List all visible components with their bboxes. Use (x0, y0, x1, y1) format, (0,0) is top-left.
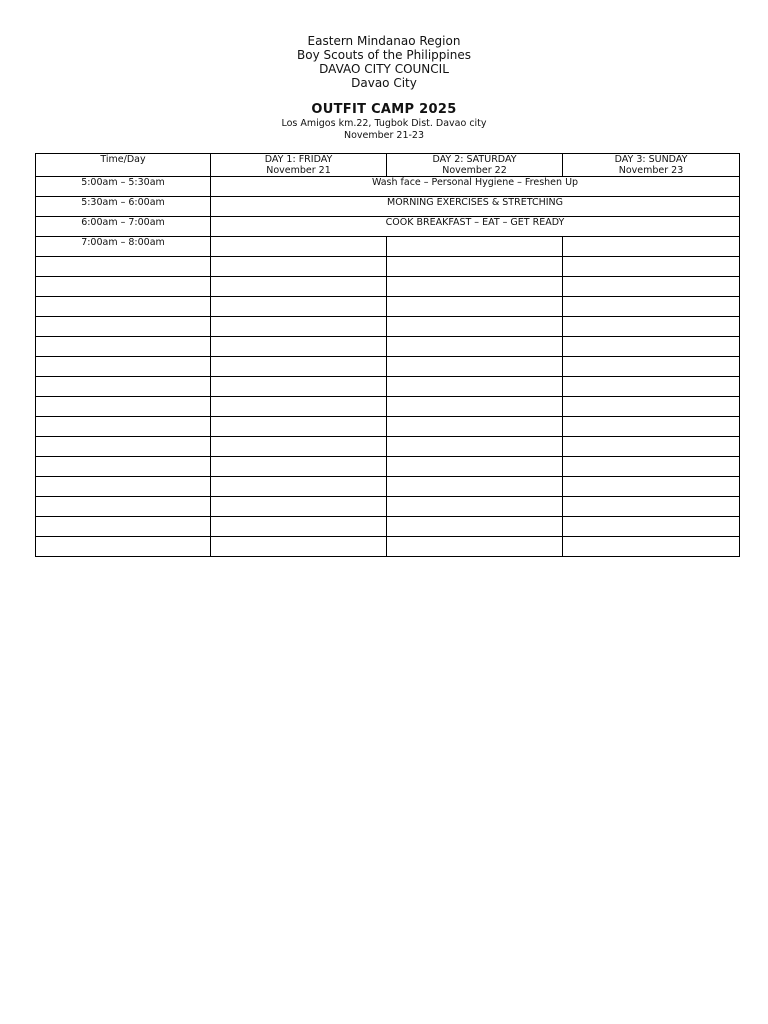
table-row (36, 437, 740, 457)
empty-cell (387, 477, 563, 497)
empty-cell (36, 417, 211, 437)
time-day-header: Time/Day (36, 154, 211, 177)
time-cell: 7:00am – 8:00am (36, 237, 211, 257)
table-row (36, 397, 740, 417)
empty-cell (211, 377, 387, 397)
empty-cell (36, 257, 211, 277)
empty-cell (563, 337, 740, 357)
day3-header (563, 154, 740, 177)
table-row (36, 497, 740, 517)
day1-cell (211, 237, 387, 257)
empty-cell (563, 357, 740, 377)
empty-cell (563, 377, 740, 397)
event-dates: November 21-23 (343, 130, 425, 141)
table-row (36, 517, 740, 537)
table-row (36, 357, 740, 377)
empty-cell (36, 437, 211, 457)
day3-cell (563, 237, 740, 257)
table-row (36, 257, 740, 277)
time-cell: 6:00am – 7:00am (36, 217, 211, 237)
table-row (36, 237, 740, 257)
day2-name: DAY 2: SATURDAY (432, 154, 517, 165)
empty-cell (211, 317, 387, 337)
empty-cell (563, 297, 740, 317)
activity-cell: Wash face – Personal Hygiene – Freshen Up (211, 177, 740, 197)
event-title: OUTFIT CAMP 2025 (311, 102, 457, 117)
empty-cell (36, 517, 211, 537)
empty-cell (36, 397, 211, 417)
empty-cell (211, 297, 387, 317)
empty-cell (211, 257, 387, 277)
empty-cell (387, 417, 563, 437)
empty-cell (36, 377, 211, 397)
table-row (36, 477, 740, 497)
empty-cell (211, 537, 387, 557)
region-line: Eastern Mindanao Region (307, 34, 461, 48)
event-location: Los Amigos km.22, Tugbok Dist. Davao city (281, 118, 487, 129)
empty-cell (563, 317, 740, 337)
empty-cell (211, 437, 387, 457)
empty-cell (563, 457, 740, 477)
empty-cell (563, 417, 740, 437)
empty-cell (36, 497, 211, 517)
empty-cell (36, 457, 211, 477)
empty-cell (563, 517, 740, 537)
day2-date: November 22 (442, 165, 507, 176)
table-row (36, 277, 740, 297)
day2-cell (387, 237, 563, 257)
empty-cell (36, 477, 211, 497)
table-row (36, 177, 740, 197)
city-line: Davao City (351, 76, 417, 90)
organization-line: Boy Scouts of the Philippines (297, 48, 471, 62)
empty-cell (211, 277, 387, 297)
day3-date: November 23 (618, 165, 684, 176)
empty-cell (563, 477, 740, 497)
activity-cell: COOK BREAKFAST – EAT – GET READY (211, 217, 740, 237)
empty-cell (387, 437, 563, 457)
empty-cell (387, 397, 563, 417)
time-cell: 5:00am – 5:30am (36, 177, 211, 197)
table-row (36, 317, 740, 337)
empty-cell (563, 257, 740, 277)
empty-cell (211, 337, 387, 357)
empty-cell (387, 537, 563, 557)
table-row (36, 297, 740, 317)
empty-cell (36, 357, 211, 377)
empty-cell (387, 297, 563, 317)
empty-cell (387, 357, 563, 377)
empty-cell (387, 337, 563, 357)
empty-cell (36, 537, 211, 557)
table-row (36, 217, 740, 237)
empty-cell (563, 397, 740, 417)
empty-cell (211, 397, 387, 417)
empty-cell (563, 537, 740, 557)
empty-cell (36, 317, 211, 337)
empty-cell (563, 277, 740, 297)
empty-cell (387, 497, 563, 517)
empty-cell (36, 297, 211, 317)
table-row (36, 197, 740, 217)
empty-cell (387, 277, 563, 297)
empty-cell (387, 517, 563, 537)
empty-cell (387, 317, 563, 337)
day1-name: DAY 1: FRIDAY (264, 154, 333, 165)
empty-cell (211, 417, 387, 437)
empty-cell (563, 437, 740, 457)
empty-cell (36, 337, 211, 357)
day1-header (211, 154, 387, 177)
empty-cell (387, 457, 563, 477)
empty-cell (563, 497, 740, 517)
table-header-row (36, 154, 740, 177)
activity-cell: MORNING EXERCISES & STRETCHING (211, 197, 740, 217)
empty-cell (387, 377, 563, 397)
time-cell: 5:30am – 6:00am (36, 197, 211, 217)
empty-cell (36, 277, 211, 297)
empty-cell (211, 457, 387, 477)
table-row (36, 377, 740, 397)
empty-cell (211, 497, 387, 517)
table-row (36, 417, 740, 437)
day1-date: November 21 (266, 165, 331, 176)
schedule-table (35, 153, 740, 557)
table-row (36, 537, 740, 557)
empty-cell (211, 517, 387, 537)
document-header (0, 34, 768, 90)
empty-cell (211, 477, 387, 497)
empty-cell (387, 257, 563, 277)
table-row (36, 457, 740, 477)
table-row (36, 337, 740, 357)
day2-header (387, 154, 563, 177)
empty-cell (211, 357, 387, 377)
day3-name: DAY 3: SUNDAY (614, 154, 688, 165)
council-line: DAVAO CITY COUNCIL (319, 62, 449, 76)
